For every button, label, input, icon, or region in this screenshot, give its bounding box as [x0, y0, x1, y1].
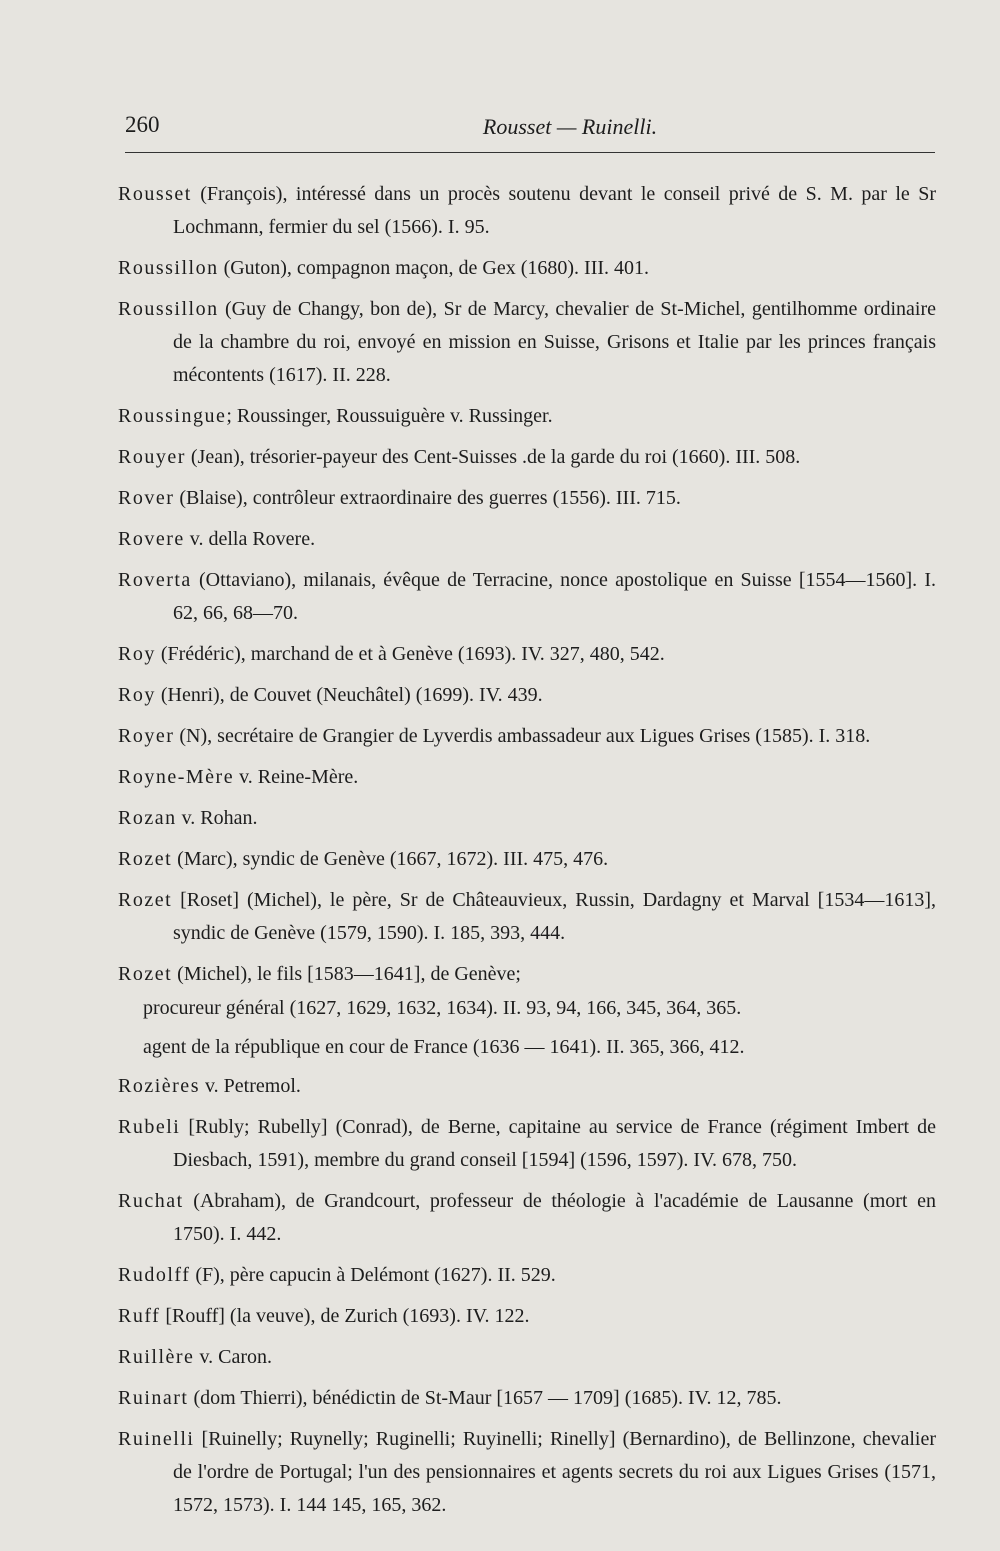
- index-entry: [118, 1341, 936, 1374]
- entry-text: (Jean), trésorier-payeur des Cent-Suisses .de la garde du roi (1660). III. 508.: [185, 446, 801, 468]
- entry-head: Ruinart: [118, 1387, 189, 1409]
- index-entry: [118, 1070, 936, 1103]
- index-entry: [118, 178, 936, 244]
- entry-text: (F), père capucin à Delémont (1627). II. 529.: [190, 1264, 556, 1286]
- index-entry: [118, 679, 936, 712]
- index-entry: [118, 761, 936, 794]
- entry-head: Rouyer: [118, 446, 186, 468]
- entry-head: Ruchat: [118, 1190, 184, 1212]
- index-entry: [118, 564, 936, 630]
- entry-head: Roussingue: [118, 405, 227, 427]
- entry-text: (François), intéressé dans un procès soutenu devant le conseil privé de S. M. par le Sr Lochmann, fermier du sel (1566). I. 95.: [173, 183, 936, 238]
- entry-head: Royne-Mère: [118, 766, 235, 788]
- index-entry: [118, 400, 936, 433]
- entry-head: Ruinelli: [118, 1428, 195, 1450]
- running-title: Rousset — Ruinelli.: [482, 114, 658, 139]
- index-entry: [118, 293, 936, 392]
- index-entry: [118, 720, 936, 753]
- index-entry: [118, 1423, 936, 1522]
- entry-text: v. Petremol.: [199, 1075, 301, 1097]
- entry-text: (Frédéric), marchand de et à Genève (1693). IV. 327, 480, 542.: [155, 643, 665, 665]
- entry-text: v. Caron.: [194, 1346, 273, 1368]
- index-entries: [118, 178, 936, 1530]
- entry-text: (Guton), compagnon maçon, de Gex (1680). III. 401.: [218, 257, 650, 279]
- entry-head: Roy: [118, 684, 156, 706]
- entry-head: Roussillon: [118, 257, 219, 279]
- entry-text: ; Roussinger, Roussuiguère v. Russinger.: [226, 405, 553, 427]
- entry-head: Rousset: [118, 183, 192, 205]
- page-number: 260: [125, 112, 160, 137]
- entry-text: (Michel), le fils [1583—1641], de Genève;: [172, 963, 521, 985]
- entry-head: Rubeli: [118, 1116, 181, 1138]
- entry-head: Roy: [118, 643, 156, 665]
- sub-entry: agent de la république en cour de France (1636 — 1641). II. 365, 366, 412.: [143, 1036, 745, 1058]
- entry-head: Ruff: [118, 1305, 161, 1327]
- entry-head: Rozet: [118, 963, 173, 985]
- entry-text: [Rubly; Rubelly] (Conrad), de Berne, capitaine au service de France (régiment Imbert de Diesbach, 1591), membre du grand conseil [1594] (1596, 1597). IV. 678, 750.: [173, 1116, 936, 1171]
- entry-text: [Ruinelly; Ruynelly; Ruginelli; Ruyinelli; Rinelly] (Bernardino), de Bellinzone, chevalier de l'ordre de Portugal; l'un des pensionnaires et agents secrets du roi aux Ligues Grises (1571, 1572, 1573). I. 144 145, 165, 362.: [173, 1428, 936, 1516]
- page-header: [125, 112, 935, 153]
- entry-text: (Blaise), contrôleur extraordinaire des guerres (1556). III. 715.: [174, 487, 681, 509]
- entry-text: (Abraham), de Grandcourt, professeur de théologie à l'académie de Lausanne (mort en 1750). I. 442.: [173, 1190, 936, 1245]
- index-entry: [118, 523, 936, 556]
- entry-head: Rovere: [118, 528, 185, 550]
- index-entry: [118, 958, 936, 991]
- index-entry: [118, 884, 936, 950]
- entry-text: (Guy de Changy, bon de), Sr de Marcy, chevalier de St-Michel, gentilhomme ordinaire de la chambre du roi, envoyé en mission en Suisse, Grisons et Italie par les princes français mécontents (1617). II. 228.: [173, 298, 936, 386]
- index-entry: [118, 1382, 936, 1415]
- entry-head: Rozet: [118, 848, 173, 870]
- entry-text: [Roset] (Michel), le père, Sr de Châteauvieux, Russin, Dardagny et Marval [1534—1613], syndic de Genève (1579, 1590). I. 185, 393, 444.: [172, 889, 936, 944]
- index-entry: [118, 1300, 936, 1333]
- index-entry: [118, 802, 936, 835]
- entry-text: v. della Rovere.: [184, 528, 316, 550]
- entry-text: v. Rohan.: [176, 807, 258, 829]
- entry-text: (Ottaviano), milanais, évêque de Terracine, nonce apostolique en Suisse [1554—1560]. I. 62, 66, 68—70.: [173, 569, 936, 624]
- entry-head: Rozières: [118, 1075, 200, 1097]
- entry-head: Rozet: [118, 889, 173, 911]
- entry-head: Roussillon: [118, 298, 219, 320]
- index-entry: [118, 482, 936, 515]
- index-entry: [118, 441, 936, 474]
- entry-head: Rover: [118, 487, 175, 509]
- index-entry: [118, 1111, 936, 1177]
- index-entry: [118, 252, 936, 285]
- index-entry: [118, 638, 936, 671]
- entry-text: (Henri), de Couvet (Neuchâtel) (1699). IV. 439.: [155, 684, 543, 706]
- index-entry: [118, 1259, 936, 1292]
- entry-text: (N), secrétaire de Grangier de Lyverdis ambassadeur aux Ligues Grises (1585). I. 318.: [174, 725, 871, 747]
- entry-text: (dom Thierri), bénédictin de St-Maur [1657 — 1709] (1685). IV. 12, 785.: [188, 1387, 782, 1409]
- entry-head: Rudolff: [118, 1264, 191, 1286]
- entry-head: Roverta: [118, 569, 192, 591]
- entry-head: Royer: [118, 725, 175, 747]
- entry-head: Rozan: [118, 807, 177, 829]
- entry-text: v. Reine-Mère.: [234, 766, 359, 788]
- entry-head: Ruillère: [118, 1346, 195, 1368]
- entry-text: [Rouff] (la veuve), de Zurich (1693). IV. 122.: [160, 1305, 530, 1327]
- index-entry: [118, 1185, 936, 1251]
- index-entry: [118, 843, 936, 876]
- sub-entry: procureur général (1627, 1629, 1632, 1634). II. 93, 94, 166, 345, 364, 365.: [143, 997, 742, 1019]
- entry-text: (Marc), syndic de Genève (1667, 1672). III. 475, 476.: [172, 848, 609, 870]
